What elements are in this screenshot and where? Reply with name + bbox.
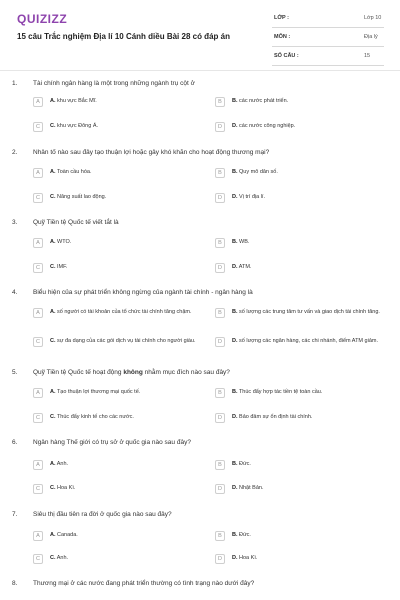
option-box: D — [215, 554, 225, 564]
question-text — [33, 369, 383, 377]
option-box: D — [215, 484, 225, 494]
meta-value: Lớp 10 — [364, 15, 382, 21]
option-letter: C. — [50, 123, 56, 129]
option-content — [232, 309, 380, 317]
option-text: Canada. — [57, 532, 78, 538]
option-content — [232, 239, 380, 247]
option-text: Anh. — [56, 461, 69, 467]
option-text: sự đa dạng của các gói dịch vụ tài chính cho người giàu. — [57, 338, 196, 344]
option-content — [50, 239, 198, 247]
quizizz-logo: QUIZIZZ — [17, 12, 68, 26]
option-box: B — [215, 531, 225, 541]
option-content — [232, 169, 380, 177]
option-content — [50, 309, 198, 317]
option-text: Hoa Kì. — [239, 555, 258, 561]
option-box: D — [215, 337, 225, 347]
option-text: Đức. — [239, 461, 251, 467]
question-text-part: nhằm mục đích nào sau đây? — [142, 369, 230, 376]
question-text-part: Quỹ Tiền tệ Quốc tế hoạt động — [33, 369, 124, 376]
option-letter: C. — [50, 414, 56, 420]
option-text: Vị trí địa lí. — [239, 194, 266, 200]
option-box: D — [215, 122, 225, 132]
option-text: các nước công nghiệp. — [239, 123, 296, 129]
option-box: D — [215, 193, 225, 203]
option-box: A — [33, 388, 43, 398]
option-letter: D. — [232, 194, 238, 200]
option-content — [50, 414, 198, 422]
option-box: D — [215, 413, 225, 423]
question-text: Siêu thị đầu tiên ra đời ở quốc gia nào sau đây? — [33, 511, 172, 518]
option-text: Quy mô dân số. — [239, 169, 278, 175]
option-content — [232, 98, 380, 106]
option-text: Thúc đẩy hợp tác tiền tệ toàn cầu. — [238, 389, 323, 395]
option-content — [232, 414, 380, 422]
option-content — [50, 389, 198, 397]
question-number: 4. — [12, 289, 18, 296]
question-number: 2. — [12, 149, 18, 156]
option-letter: C. — [50, 555, 56, 561]
option-content — [50, 338, 198, 346]
option-text: Toàn cầu hóa. — [56, 169, 92, 175]
option-box: C — [33, 413, 43, 423]
option-letter: A. — [50, 239, 56, 245]
option-content — [232, 461, 380, 469]
option-text: số người có tài khoản của tổ chức tài chính tăng chậm. — [57, 309, 192, 315]
meta-value: Địa lý — [364, 34, 378, 40]
option-letter: A. — [50, 532, 56, 538]
option-box: C — [33, 263, 43, 273]
option-text: Đức. — [239, 532, 251, 538]
option-box: A — [33, 97, 43, 107]
option-text: ATM. — [238, 264, 252, 270]
question-number: 6. — [12, 439, 18, 446]
question-number: 5. — [12, 369, 18, 376]
option-box: B — [215, 460, 225, 470]
option-text: các nước phát triển. — [239, 98, 289, 104]
option-letter: D. — [232, 555, 238, 561]
question-number: 7. — [12, 511, 18, 518]
option-box: A — [33, 308, 43, 318]
option-box: C — [33, 484, 43, 494]
option-letter: A. — [50, 169, 56, 175]
option-text: Bảo đảm sự ổn định tài chính. — [239, 414, 313, 420]
option-content — [50, 123, 198, 131]
option-text: WTO. — [57, 239, 72, 245]
option-content — [50, 532, 198, 540]
option-content — [50, 98, 198, 106]
page-title: 15 câu Trắc nghiệm Địa lí 10 Cánh diều Bài 28 có đáp án — [17, 32, 230, 41]
option-letter: A. — [50, 461, 56, 467]
option-letter: B. — [232, 532, 238, 538]
question-text: Thương mại ở các nước đang phát triển thường có tình trạng nào dưới đây? — [33, 580, 255, 587]
option-text: số lượng các ngân hàng, các chi nhánh, điểm ATM giảm. — [239, 338, 378, 344]
option-text: Năng suất lao động. — [57, 194, 107, 200]
option-letter: D. — [232, 264, 238, 270]
option-box: D — [215, 263, 225, 273]
option-content — [50, 555, 198, 563]
option-box: C — [33, 554, 43, 564]
option-text: IMF. — [57, 264, 68, 270]
option-content — [232, 485, 380, 493]
option-content — [50, 169, 198, 177]
option-box: A — [33, 168, 43, 178]
question-number: 3. — [12, 219, 18, 226]
meta-row-subject — [272, 31, 384, 47]
option-content — [232, 264, 380, 272]
header-divider — [0, 70, 400, 71]
option-letter: D. — [232, 338, 238, 344]
question-text: Ngân hàng Thế giới có trụ sở ở quốc gia nào sau đây? — [33, 439, 191, 446]
worksheet-header — [0, 0, 400, 66]
option-letter: C. — [50, 194, 56, 200]
option-content — [232, 338, 380, 346]
option-letter: A. — [50, 389, 56, 395]
option-text: số lượng các trung tâm tư vấn và giao dịch tài chính tăng. — [239, 309, 380, 315]
option-box: C — [33, 337, 43, 347]
option-letter: B. — [232, 98, 238, 104]
option-letter: D. — [232, 485, 238, 491]
question-text-emphasis: không — [123, 369, 143, 376]
option-content — [50, 485, 198, 493]
question-number: 1. — [12, 80, 18, 87]
option-text: Nhật Bản. — [239, 485, 264, 491]
option-box: B — [215, 238, 225, 248]
option-text: Thúc đẩy kinh tế cho các nước. — [56, 414, 134, 420]
option-box: B — [215, 308, 225, 318]
option-box: A — [33, 238, 43, 248]
option-text: Hoa Kì. — [57, 485, 76, 491]
option-box: B — [215, 388, 225, 398]
question-text: Biểu hiện của sự phát triển không ngừng của ngành tài chính - ngân hàng là — [33, 289, 253, 296]
question-text: Quỹ Tiền tệ Quốc tế viết tắt là — [33, 219, 119, 226]
option-text: WB. — [239, 239, 250, 245]
option-letter: B. — [232, 309, 238, 315]
option-content — [50, 461, 198, 469]
option-letter: C. — [50, 485, 56, 491]
option-text: Anh. — [56, 555, 69, 561]
option-text: Tạo thuận lợi thương mại quốc tế. — [56, 389, 141, 395]
option-content — [232, 194, 380, 202]
option-box: A — [33, 531, 43, 541]
option-box: B — [215, 168, 225, 178]
option-content — [232, 389, 380, 397]
option-box: B — [215, 97, 225, 107]
meta-row-class — [272, 12, 384, 28]
meta-row-count — [272, 50, 384, 66]
option-letter: B. — [232, 169, 238, 175]
option-content — [232, 532, 380, 540]
worksheet-meta — [272, 12, 384, 69]
option-letter: B. — [232, 239, 238, 245]
option-box: C — [33, 193, 43, 203]
option-content — [232, 555, 380, 563]
option-box: C — [33, 122, 43, 132]
option-box: A — [33, 460, 43, 470]
option-content — [232, 123, 380, 131]
option-letter: C. — [50, 264, 56, 270]
option-letter: A. — [50, 98, 56, 104]
question-number: 8. — [12, 580, 18, 587]
option-content — [50, 194, 198, 202]
meta-label: LỚP : — [274, 15, 289, 21]
option-letter: A. — [50, 309, 56, 315]
option-text: khu vực Bắc Mĩ. — [57, 98, 97, 104]
meta-value: 15 — [364, 53, 371, 59]
option-letter: D. — [232, 414, 238, 420]
option-letter: C. — [50, 338, 56, 344]
question-text: Tài chính ngân hàng là một trong những ngành trụ cột ở — [33, 80, 195, 87]
option-letter: B. — [232, 461, 238, 467]
option-content — [50, 264, 198, 272]
option-letter: B. — [232, 389, 238, 395]
option-text: khu vực Đông Á. — [57, 123, 99, 129]
meta-label: SỐ CÂU : — [274, 53, 299, 59]
option-letter: D. — [232, 123, 238, 129]
question-text: Nhân tố nào sau đây tạo thuận lợi hoặc gây khó khăn cho hoạt động thương mại? — [33, 149, 270, 156]
meta-label: MÔN : — [274, 34, 291, 40]
